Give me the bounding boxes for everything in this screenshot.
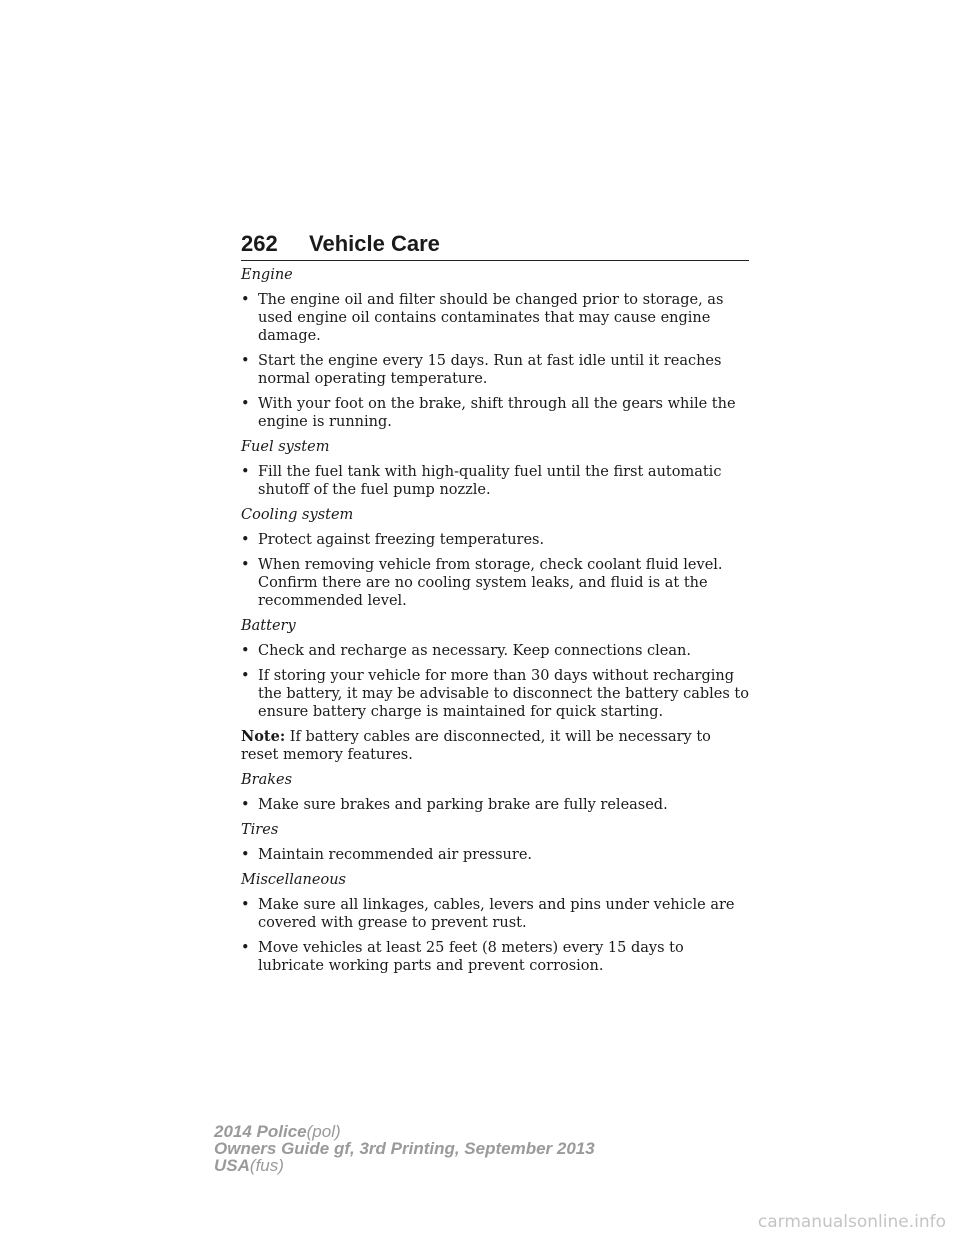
list-item-text: If storing your vehicle for more than 30 days without recharging the battery, it may be advisable to disconnect the battery cables to ensure battery charge is maintained for quick starting. xyxy=(258,668,749,720)
bullet-icon: • xyxy=(241,532,250,548)
fuel-system-heading: Fuel system xyxy=(241,439,330,455)
engine-heading: Engine xyxy=(241,267,293,283)
footer-line-1 xyxy=(214,1123,595,1140)
bullet-icon: • xyxy=(241,668,250,684)
footer-model-code: (pol) xyxy=(306,1122,341,1141)
list-item-text: Check and recharge as necessary. Keep connections clean. xyxy=(258,643,691,659)
list-item xyxy=(241,463,751,499)
bullet-icon: • xyxy=(241,797,250,813)
bullet-icon: • xyxy=(241,897,250,913)
bullet-icon: • xyxy=(241,643,250,659)
footer-line-2: Owners Guide gf, 3rd Printing, September 2013 xyxy=(214,1139,595,1158)
note-label: Note: xyxy=(241,728,286,745)
bullet-icon: • xyxy=(241,847,250,863)
bullet-icon: • xyxy=(241,292,250,308)
list-item-text: With your foot on the brake, shift through all the gears while the engine is running. xyxy=(258,396,736,430)
list-item xyxy=(241,352,751,388)
footer-market-code: (fus) xyxy=(249,1156,284,1175)
list-item xyxy=(241,642,751,660)
list-item xyxy=(241,846,751,864)
watermark: carmanualsonline.info xyxy=(757,1212,946,1232)
footer-model: 2014 Police xyxy=(214,1122,307,1141)
list-item-text: When removing vehicle from storage, check coolant fluid level. Confirm there are no cooling system leaks, and fluid is at the recommended level. xyxy=(258,557,723,609)
list-item-text: Protect against freezing temperatures. xyxy=(258,532,545,548)
list-item xyxy=(241,531,751,549)
page-content xyxy=(241,266,751,982)
list-item-text: Fill the fuel tank with high-quality fuel until the first automatic shutoff of the fuel pump nozzle. xyxy=(258,464,722,498)
list-item xyxy=(241,896,751,932)
list-item xyxy=(241,395,751,431)
cooling-system-heading: Cooling system xyxy=(241,507,354,523)
miscellaneous-heading: Miscellaneous xyxy=(241,872,346,888)
list-item xyxy=(241,556,751,610)
list-item-text: Make sure all linkages, cables, levers and pins under vehicle are covered with grease to prevent rust. xyxy=(258,897,735,931)
list-item xyxy=(241,939,751,975)
list-item xyxy=(241,796,751,814)
section-title: Vehicle Care xyxy=(309,231,440,256)
list-item-text: Start the engine every 15 days. Run at fast idle until it reaches normal operating temperature. xyxy=(258,353,722,387)
brakes-heading: Brakes xyxy=(241,772,293,788)
list-item-text: Maintain recommended air pressure. xyxy=(258,847,533,863)
list-item-text: Make sure brakes and parking brake are fully released. xyxy=(258,797,668,813)
list-item xyxy=(241,667,751,721)
document-footer xyxy=(214,1123,595,1174)
bullet-icon: • xyxy=(241,464,250,480)
note-text: If battery cables are disconnected, it will be necessary to reset memory features. xyxy=(241,729,711,763)
bullet-icon: • xyxy=(241,353,250,369)
bullet-icon: • xyxy=(241,396,250,412)
battery-note xyxy=(241,728,751,764)
battery-heading: Battery xyxy=(241,618,296,634)
footer-market: USA xyxy=(214,1156,250,1175)
tires-heading: Tires xyxy=(241,822,279,838)
bullet-icon: • xyxy=(241,940,250,956)
list-item-text: The engine oil and filter should be changed prior to storage, as used engine oil contains contaminates that may cause engine damage. xyxy=(258,292,724,344)
list-item-text: Move vehicles at least 25 feet (8 meters) every 15 days to lubricate working parts and prevent corrosion. xyxy=(258,940,684,974)
footer-line-3 xyxy=(214,1157,595,1174)
page-number: 262 xyxy=(241,231,278,256)
page-header xyxy=(241,230,749,261)
bullet-icon: • xyxy=(241,557,250,573)
list-item xyxy=(241,291,751,345)
